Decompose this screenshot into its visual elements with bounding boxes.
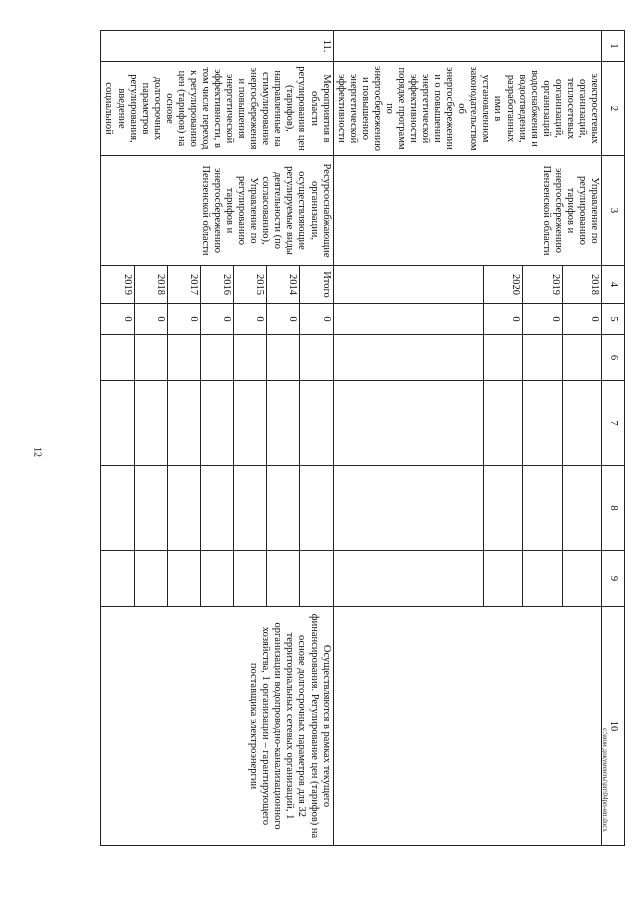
year-cell: Итого	[300, 266, 333, 304]
page-number: 12	[31, 447, 43, 457]
header-cell: 1	[602, 31, 625, 62]
header-cell: 4	[602, 266, 625, 304]
year-cell: 2019	[523, 266, 562, 304]
header-cell: 10	[602, 607, 625, 846]
executor-text: Ресурсоснабжающие организации, осуществляющие регулируемые виды деятельности (по согласованию), Управление по регулированию тарифов и энергосбережению Пензенской области	[101, 156, 333, 266]
header-cell: 7	[602, 381, 625, 466]
header-cell: 8	[602, 466, 625, 551]
amount-cell: 0	[201, 304, 234, 335]
year-cell: 2020	[483, 266, 522, 304]
header-cell: 5	[602, 304, 625, 335]
amount-cell: 0	[562, 304, 601, 335]
table-sheet	[75, 30, 625, 845]
amount-cell: 0	[267, 304, 300, 335]
amount-cell: 0	[483, 304, 522, 335]
footer-file-path: c:\мои документы\рп\04рп-ип.docx	[601, 728, 609, 832]
row-number: 11.	[101, 31, 333, 62]
amount-cell: 0	[523, 304, 562, 335]
measures-table	[100, 30, 625, 846]
row-number	[333, 31, 601, 62]
note-text: Осуществляются в рамках текущего финансирования. Регулирование цен (тарифов) на основе долгосрочных параметров для 32 территориальных сетевых организаций, 1 организации водопроводно-канализационного хозяйства, 1 организации – гарантирующего поставщика электроэнергии	[101, 607, 333, 846]
amount-cell: 0	[300, 304, 333, 335]
table-row	[562, 31, 601, 846]
header-cell: 2	[602, 62, 625, 156]
year-cell: 2015	[234, 266, 267, 304]
amount-cell: 0	[234, 304, 267, 335]
table-row	[300, 31, 333, 846]
year-cell: 2019	[101, 266, 134, 304]
amount-cell: 0	[167, 304, 200, 335]
measure-text: электросетевых организаций, теплосетевых организаций, организаций водоснабжения и водоотведения, разработанных ими в установленном законодательством об энергосбережении и о повышении энергетической эффективности порядке программ по энергосбережению и повышению энергетической эффективности	[333, 62, 601, 156]
amount-cell: 0	[134, 304, 167, 335]
year-cell: 2016	[201, 266, 234, 304]
year-cell: 2018	[562, 266, 601, 304]
executor-text: Управление по регулированию тарифов и энергосбережению Пензенской области	[333, 156, 601, 266]
header-cell: 6	[602, 335, 625, 381]
amount-cell: 0	[101, 304, 134, 335]
year-cell: 2014	[267, 266, 300, 304]
header-cell: 9	[602, 551, 625, 607]
header-row	[602, 31, 625, 846]
year-cell: 2018	[134, 266, 167, 304]
measure-text: Мероприятия в области регулирования цен (тарифов), направленные на стимулирование энергосбережения и повышения энергетической эффективности, в том числе переход к регулированию цен (тарифов) на основе долгосрочных параметров регулирования, введение социальной	[101, 62, 333, 156]
header-cell: 3	[602, 156, 625, 266]
year-cell: 2017	[167, 266, 200, 304]
